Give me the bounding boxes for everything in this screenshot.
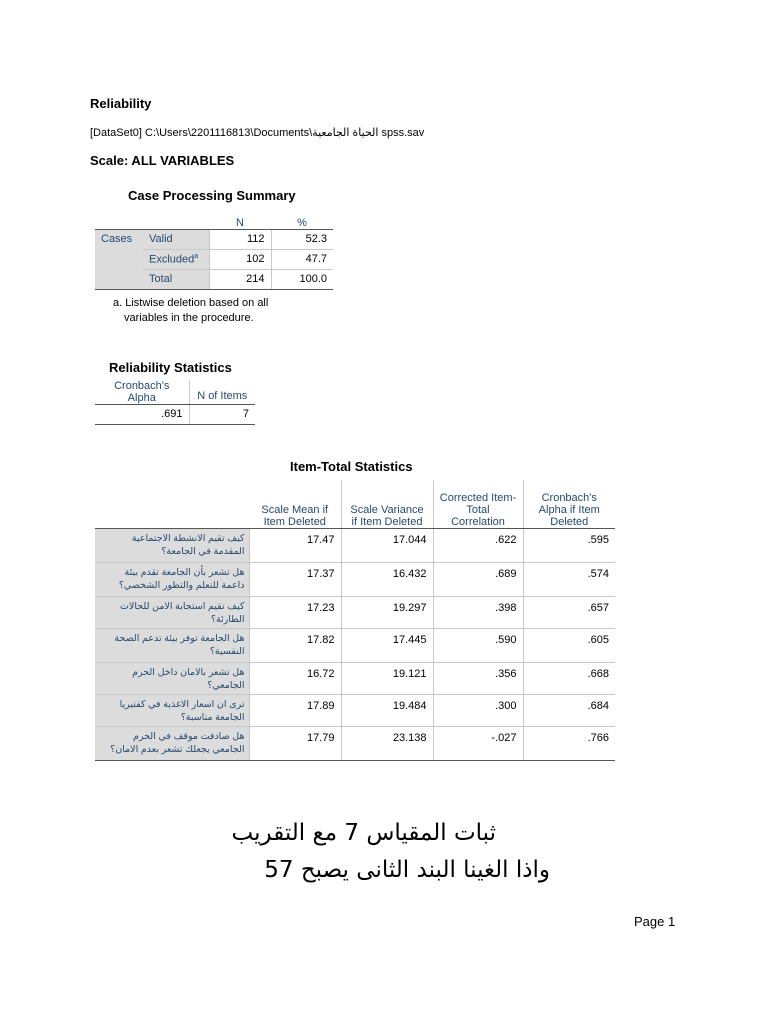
- corr-value: .398: [433, 596, 523, 628]
- var-value: 17.044: [341, 528, 433, 562]
- mean-value: 17.89: [249, 694, 341, 726]
- reliability-stats-title: Reliability Statistics: [109, 360, 232, 375]
- item-label: ترى ان اسعار الاغذية في كفتيريا الجامعة مناسبة؟: [95, 694, 249, 726]
- corr-value: .590: [433, 628, 523, 662]
- table-row: [95, 596, 615, 628]
- table-row: [95, 662, 615, 694]
- table-header-row: [95, 209, 333, 229]
- reliability-stats-table: [95, 380, 255, 425]
- item-total-title: Item-Total Statistics: [290, 459, 413, 474]
- table-header-row: [95, 380, 255, 405]
- item-label: هل الجامعة توفر بيئة تدعم الصحة النفسية؟: [95, 628, 249, 662]
- alpha-value: .595: [523, 528, 615, 562]
- corr-value: .689: [433, 562, 523, 596]
- case-processing-table: [95, 209, 333, 290]
- col-var-header: Scale Variance if Item Deleted: [341, 480, 433, 528]
- n-items-value: 7: [189, 405, 255, 425]
- col-corr-header: Corrected Item- Total Correlation: [433, 480, 523, 528]
- corr-value: .356: [433, 662, 523, 694]
- item-label: كيف تقيم استجابة الامن للحالات الطارئة؟: [95, 596, 249, 628]
- alpha-value: .605: [523, 628, 615, 662]
- alpha-value: .657: [523, 596, 615, 628]
- note-line-2: واذا الغينا البند الثانى يصبح 57: [264, 857, 550, 883]
- n-value: 102: [209, 249, 271, 269]
- mean-value: 17.23: [249, 596, 341, 628]
- mean-value: 17.82: [249, 628, 341, 662]
- var-value: 16.432: [341, 562, 433, 596]
- item-label: هل تشعر بأن الجامعة تقدم بيئة داعمة للتعلم والتطور الشخصي؟: [95, 562, 249, 596]
- col-mean-header: Scale Mean if Item Deleted: [249, 480, 341, 528]
- mean-value: 17.47: [249, 528, 341, 562]
- n-value: 112: [209, 229, 271, 249]
- var-value: 19.484: [341, 694, 433, 726]
- item-label: كيف تقيم الانشطة الاجتماعية المقدمة في الجامعة؟: [95, 528, 249, 562]
- var-value: 19.121: [341, 662, 433, 694]
- item-label: هل صادفت موقف في الحرم الجامعي يجعلك تشعر بعدم الامان؟: [95, 726, 249, 760]
- alpha-value: .668: [523, 662, 615, 694]
- table-row: [95, 726, 615, 760]
- table-row: [95, 405, 255, 425]
- var-value: 17.445: [341, 628, 433, 662]
- n-items-header: N of Items: [189, 380, 255, 405]
- pct-value: 47.7: [271, 249, 333, 269]
- footnote-line-2: variables in the procedure.: [124, 312, 254, 324]
- page-number: Page 1: [634, 914, 676, 929]
- reliability-heading: Reliability: [90, 96, 152, 111]
- var-value: 19.297: [341, 596, 433, 628]
- var-value: 23.138: [341, 726, 433, 760]
- corr-value: .300: [433, 694, 523, 726]
- table-row: [95, 628, 615, 662]
- table-row: [95, 694, 615, 726]
- item-label: هل تشعر بالامان داخل الحرم الجامعي؟: [95, 662, 249, 694]
- footnote-line-1: a. Listwise deletion based on all: [113, 297, 269, 309]
- case-processing-title: Case Processing Summary: [128, 188, 296, 203]
- alpha-value: .691: [95, 405, 189, 425]
- row-label: Excluded$^a$: [143, 249, 209, 269]
- col-alpha-header: Cronbach's Alpha if Item Deleted: [523, 480, 615, 528]
- cases-group-label: Cases: [95, 229, 143, 289]
- table-header-row: [95, 480, 615, 528]
- mean-value: 16.72: [249, 662, 341, 694]
- dataset-path: [DataSet0] C:\Users\2201116813\Documents\الحياة الجامعية spss.sav: [90, 127, 425, 139]
- note-line-1: ثبات المقياس 7 مع التقريب: [231, 820, 496, 846]
- item-total-table: [95, 480, 615, 761]
- alpha-header: Cronbach's Alpha: [95, 380, 189, 405]
- alpha-value: .574: [523, 562, 615, 596]
- row-label: Valid: [143, 229, 209, 249]
- mean-value: 17.79: [249, 726, 341, 760]
- corr-value: -.027: [433, 726, 523, 760]
- mean-value: 17.37: [249, 562, 341, 596]
- table-row: [95, 229, 333, 249]
- pct-value: 52.3: [271, 229, 333, 249]
- alpha-value: .684: [523, 694, 615, 726]
- n-value: 214: [209, 269, 271, 289]
- scale-heading: Scale: ALL VARIABLES: [90, 153, 235, 168]
- col-pct-header: %: [297, 216, 307, 229]
- row-label: Total: [143, 269, 209, 289]
- alpha-value: .766: [523, 726, 615, 760]
- table-row: [95, 528, 615, 562]
- pct-value: 100.0: [271, 269, 333, 289]
- col-n-header: N: [236, 216, 244, 229]
- corr-value: .622: [433, 528, 523, 562]
- table-row: [95, 562, 615, 596]
